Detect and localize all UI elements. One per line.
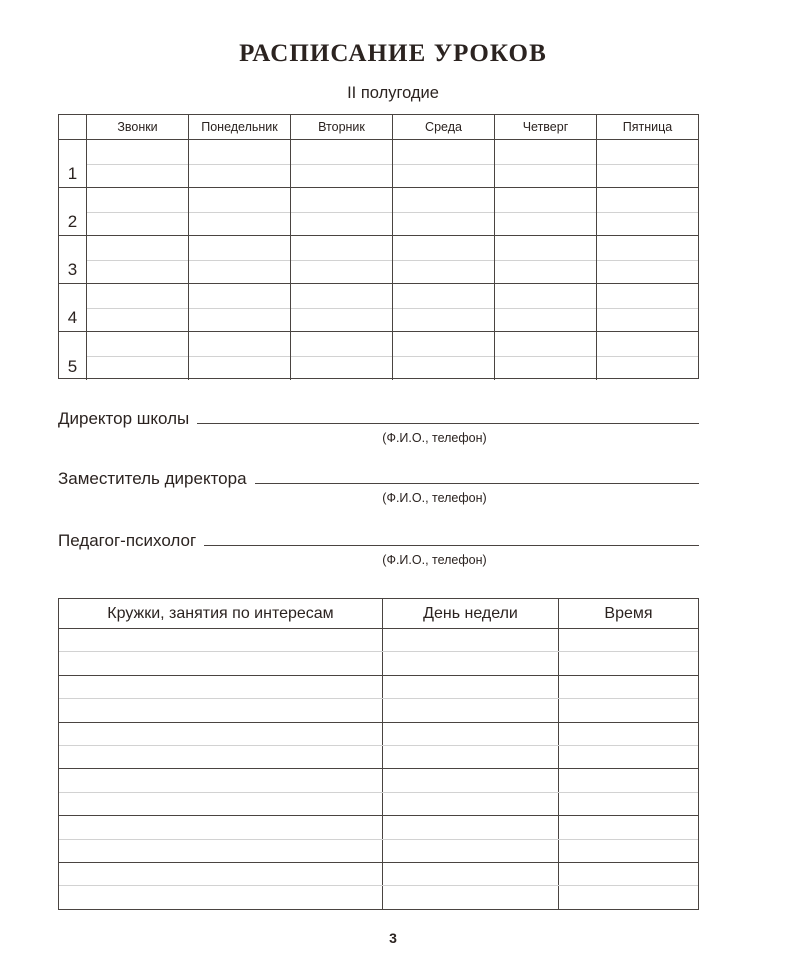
schedule-header-bells: Звонки (87, 115, 189, 139)
clubs-header-row (59, 599, 698, 629)
signature-field-psychologist (58, 530, 699, 567)
signature-label-deputy: Заместитель директора (58, 469, 247, 488)
signature-caption-director: (Ф.И.О., телефон) (382, 431, 487, 445)
schedule-cell-tuesday[interactable] (291, 140, 393, 187)
clubs-cell-time[interactable] (559, 886, 698, 909)
schedule-row-number: 4 (59, 284, 87, 331)
page-number: 3 (389, 930, 397, 946)
schedule-row-number: 1 (59, 140, 87, 187)
table-row (59, 840, 698, 863)
clubs-cell-day[interactable] (383, 746, 559, 768)
clubs-cell-day[interactable] (383, 816, 559, 838)
schedule-cell-thursday[interactable] (495, 332, 597, 380)
clubs-cell-time[interactable] (559, 746, 698, 768)
signature-row (58, 530, 699, 551)
schedule-cell-bells[interactable] (87, 284, 189, 331)
clubs-cell-day[interactable] (383, 676, 559, 698)
clubs-cell-time[interactable] (559, 840, 698, 862)
clubs-cell-name[interactable] (59, 699, 383, 721)
clubs-cell-time[interactable] (559, 699, 698, 721)
clubs-cell-name[interactable] (59, 629, 383, 651)
clubs-cell-time[interactable] (559, 793, 698, 815)
schedule-cell-wednesday[interactable] (393, 188, 495, 235)
lesson-schedule-table (58, 114, 699, 379)
clubs-cell-day[interactable] (383, 863, 559, 885)
schedule-cell-wednesday[interactable] (393, 140, 495, 187)
schedule-cell-monday[interactable] (189, 284, 291, 331)
table-row (59, 676, 698, 699)
schedule-cell-friday[interactable] (597, 332, 698, 380)
table-row (59, 886, 698, 909)
table-row (59, 699, 698, 722)
clubs-cell-name[interactable] (59, 840, 383, 862)
clubs-cell-name[interactable] (59, 863, 383, 885)
schedule-cell-wednesday[interactable] (393, 236, 495, 283)
signature-field-director (58, 408, 699, 445)
schedule-cell-friday[interactable] (597, 236, 698, 283)
schedule-cell-thursday[interactable] (495, 188, 597, 235)
schedule-cell-bells[interactable] (87, 236, 189, 283)
clubs-cell-time[interactable] (559, 863, 698, 885)
clubs-cell-time[interactable] (559, 676, 698, 698)
clubs-cell-day[interactable] (383, 723, 559, 745)
clubs-header-time: Время (604, 604, 653, 622)
schedule-cell-bells[interactable] (87, 332, 189, 380)
schedule-cell-tuesday[interactable] (291, 188, 393, 235)
table-row (59, 746, 698, 769)
signature-caption-deputy: (Ф.И.О., телефон) (382, 491, 487, 505)
signature-label-psychologist: Педагог-психолог (58, 531, 197, 550)
schedule-header-monday: Понедельник (189, 115, 291, 139)
table-row (59, 332, 698, 380)
table-row (59, 236, 698, 284)
clubs-cell-day[interactable] (383, 793, 559, 815)
clubs-cell-day[interactable] (383, 840, 559, 862)
clubs-cell-name[interactable] (59, 723, 383, 745)
table-row (59, 863, 698, 886)
clubs-cell-time[interactable] (559, 652, 698, 674)
schedule-cell-friday[interactable] (597, 284, 698, 331)
clubs-cell-day[interactable] (383, 629, 559, 651)
clubs-header-day: День недели (383, 599, 559, 628)
schedule-cell-thursday[interactable] (495, 284, 597, 331)
clubs-cell-name[interactable] (59, 793, 383, 815)
schedule-header-tuesday: Вторник (291, 115, 393, 139)
schedule-header-friday: Пятница (622, 120, 673, 134)
schedule-body (59, 140, 698, 380)
signature-field-deputy (58, 468, 699, 505)
schedule-cell-monday[interactable] (189, 236, 291, 283)
schedule-header-thursday: Четверг (495, 115, 597, 139)
signature-row (58, 408, 699, 429)
schedule-header-row (59, 115, 698, 140)
schedule-cell-wednesday[interactable] (393, 332, 495, 380)
clubs-cell-time[interactable] (559, 769, 698, 791)
schedule-header-wednesday: Среда (393, 115, 495, 139)
clubs-cell-day[interactable] (383, 652, 559, 674)
table-row (59, 188, 698, 236)
schedule-cell-bells[interactable] (87, 188, 189, 235)
schedule-cell-monday[interactable] (189, 332, 291, 380)
signature-input-deputy[interactable] (255, 468, 699, 484)
schedule-cell-bells[interactable] (87, 140, 189, 187)
clubs-cell-time[interactable] (559, 723, 698, 745)
clubs-cell-name[interactable] (59, 676, 383, 698)
schedule-cell-monday[interactable] (189, 188, 291, 235)
clubs-cell-day[interactable] (383, 886, 559, 909)
signature-input-director[interactable] (197, 408, 699, 424)
table-row (59, 723, 698, 746)
table-row (59, 816, 698, 839)
schedule-cell-thursday[interactable] (495, 236, 597, 283)
schedule-cell-tuesday[interactable] (291, 236, 393, 283)
clubs-cell-name[interactable] (59, 816, 383, 838)
schedule-cell-tuesday[interactable] (291, 332, 393, 380)
clubs-cell-time[interactable] (559, 629, 698, 651)
schedule-cell-friday[interactable] (597, 188, 698, 235)
table-row (59, 652, 698, 675)
clubs-cell-name[interactable] (59, 746, 383, 768)
clubs-activities-table (58, 598, 699, 910)
schedule-cell-friday[interactable] (597, 140, 698, 187)
signature-label-director: Директор школы (58, 409, 190, 428)
schedule-cell-monday[interactable] (189, 140, 291, 187)
table-row (59, 140, 698, 188)
clubs-header-name: Кружки, занятия по интересам (59, 599, 383, 628)
page-subtitle: II полугодие (347, 84, 439, 102)
table-row (59, 769, 698, 792)
page-title: РАСПИСАНИЕ УРОКОВ (239, 40, 547, 67)
table-row (59, 793, 698, 816)
clubs-cell-name[interactable] (59, 886, 383, 909)
table-row (59, 284, 698, 332)
schedule-header-number (59, 115, 87, 139)
schedule-cell-thursday[interactable] (495, 140, 597, 187)
clubs-cell-day[interactable] (383, 769, 559, 791)
signature-row (58, 468, 699, 489)
clubs-cell-day[interactable] (383, 699, 559, 721)
clubs-cell-time[interactable] (559, 816, 698, 838)
schedule-cell-tuesday[interactable] (291, 284, 393, 331)
signature-input-psychologist[interactable] (204, 530, 699, 546)
clubs-cell-name[interactable] (59, 769, 383, 791)
table-row (59, 629, 698, 652)
schedule-row-number: 5 (59, 332, 87, 380)
schedule-row-number: 2 (59, 188, 87, 235)
schedule-cell-wednesday[interactable] (393, 284, 495, 331)
signature-caption-psychologist: (Ф.И.О., телефон) (382, 553, 487, 567)
schedule-row-number: 3 (59, 236, 87, 283)
clubs-cell-name[interactable] (59, 652, 383, 674)
